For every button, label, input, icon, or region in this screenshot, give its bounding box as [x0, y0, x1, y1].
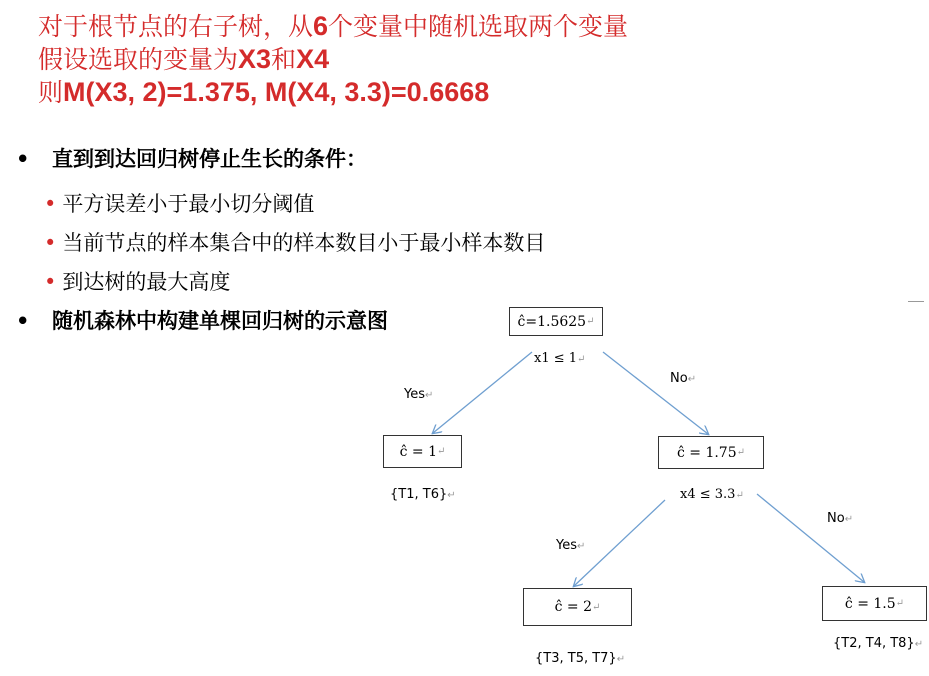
- node-value: ĉ = 1.75: [676, 444, 737, 461]
- split-text: x4 ≤ 3.3: [680, 487, 736, 502]
- edge-split2-left: [574, 500, 665, 586]
- sample-set-left: [390, 487, 456, 502]
- heading-text: 个变量中随机选取两个变量: [328, 12, 629, 41]
- heading-number: 6: [313, 11, 329, 41]
- sample-set-text: {T2, T4, T8}: [833, 636, 915, 651]
- paragraph-mark: ↵: [586, 316, 595, 327]
- bullet-dot: •: [16, 147, 30, 171]
- heading-text: 则: [38, 78, 64, 107]
- paragraph-mark: ↵: [437, 446, 446, 457]
- edge-label-no: [827, 511, 853, 526]
- paragraph-mark: ↵: [616, 654, 626, 665]
- node-value: ĉ = 1.5: [844, 595, 896, 612]
- edge-split2-right: [757, 494, 864, 582]
- heading-text: 对于根节点的右子树，从: [38, 12, 314, 41]
- sub-bullet-dot: •: [44, 231, 57, 255]
- edge-label-yes: [404, 387, 433, 402]
- paragraph-mark: ↵: [844, 514, 854, 525]
- tree-left-leaf: [383, 435, 462, 468]
- sample-set-right-right: [833, 636, 923, 651]
- condition-text: 平方误差小于最小切分阈值: [62, 192, 315, 216]
- heading-variable: X4: [296, 44, 330, 74]
- edge-label-text: Yes: [556, 538, 577, 553]
- paragraph-mark: ↵: [735, 490, 744, 501]
- split-condition-root: [534, 351, 585, 366]
- sub-bullet-dot: •: [44, 192, 57, 216]
- paragraph-mark: ↵: [577, 354, 586, 365]
- edge-root-right: [603, 352, 708, 434]
- heading-text: 假设选取的变量为: [38, 45, 239, 74]
- node-value: ĉ=1.5625: [517, 313, 587, 330]
- tree-right-left-leaf: [523, 588, 632, 626]
- edge-label-text: No: [827, 511, 845, 526]
- edge-label-text: No: [670, 371, 688, 386]
- paragraph-mark: ↵: [592, 601, 601, 613]
- tree-right-node: [658, 436, 764, 469]
- paragraph-mark: ↵: [577, 541, 586, 552]
- heading-variable: X3: [238, 44, 272, 74]
- edge-root-left: [433, 352, 532, 433]
- edge-label-no: [670, 371, 696, 386]
- sample-set-text: {T3, T5, T7}: [535, 651, 617, 666]
- edge-label-text: Yes: [404, 387, 425, 402]
- paragraph-mark: ↵: [895, 598, 905, 609]
- split-condition-right: [680, 487, 744, 502]
- bullet-text: 直到到达回归树停止生长的条件：: [52, 147, 367, 171]
- tree-right-right-leaf: [822, 586, 927, 621]
- condition-text: 当前节点的样本集合中的样本数目小于最小样本数目: [62, 231, 546, 255]
- sample-set-right-left: [535, 651, 625, 666]
- node-value: ĉ = 2: [554, 599, 592, 615]
- tree-root-node: [509, 307, 603, 336]
- sample-set-text: {T1, T6}: [390, 487, 448, 502]
- paragraph-mark: ↵: [687, 374, 697, 385]
- node-value: ĉ = 1: [399, 443, 437, 460]
- paragraph-mark: ↵: [914, 639, 924, 650]
- split-text: x1 ≤ 1: [534, 351, 578, 366]
- heading-formula: M(X3, 2)=1.375, M(X4, 3.3)=0.6668: [63, 77, 490, 107]
- bullet-dot: •: [16, 309, 30, 333]
- paragraph-mark: ↵: [425, 390, 434, 401]
- sub-bullet-dot: •: [44, 270, 57, 294]
- bullet-text: 随机森林中构建单棵回归树的示意图: [52, 309, 388, 333]
- edge-label-yes: [556, 538, 585, 553]
- paragraph-mark: ↵: [447, 490, 456, 501]
- heading-text: 和: [271, 45, 297, 74]
- condition-text: 到达树的最大高度: [62, 270, 231, 294]
- paragraph-mark: ↵: [736, 447, 746, 458]
